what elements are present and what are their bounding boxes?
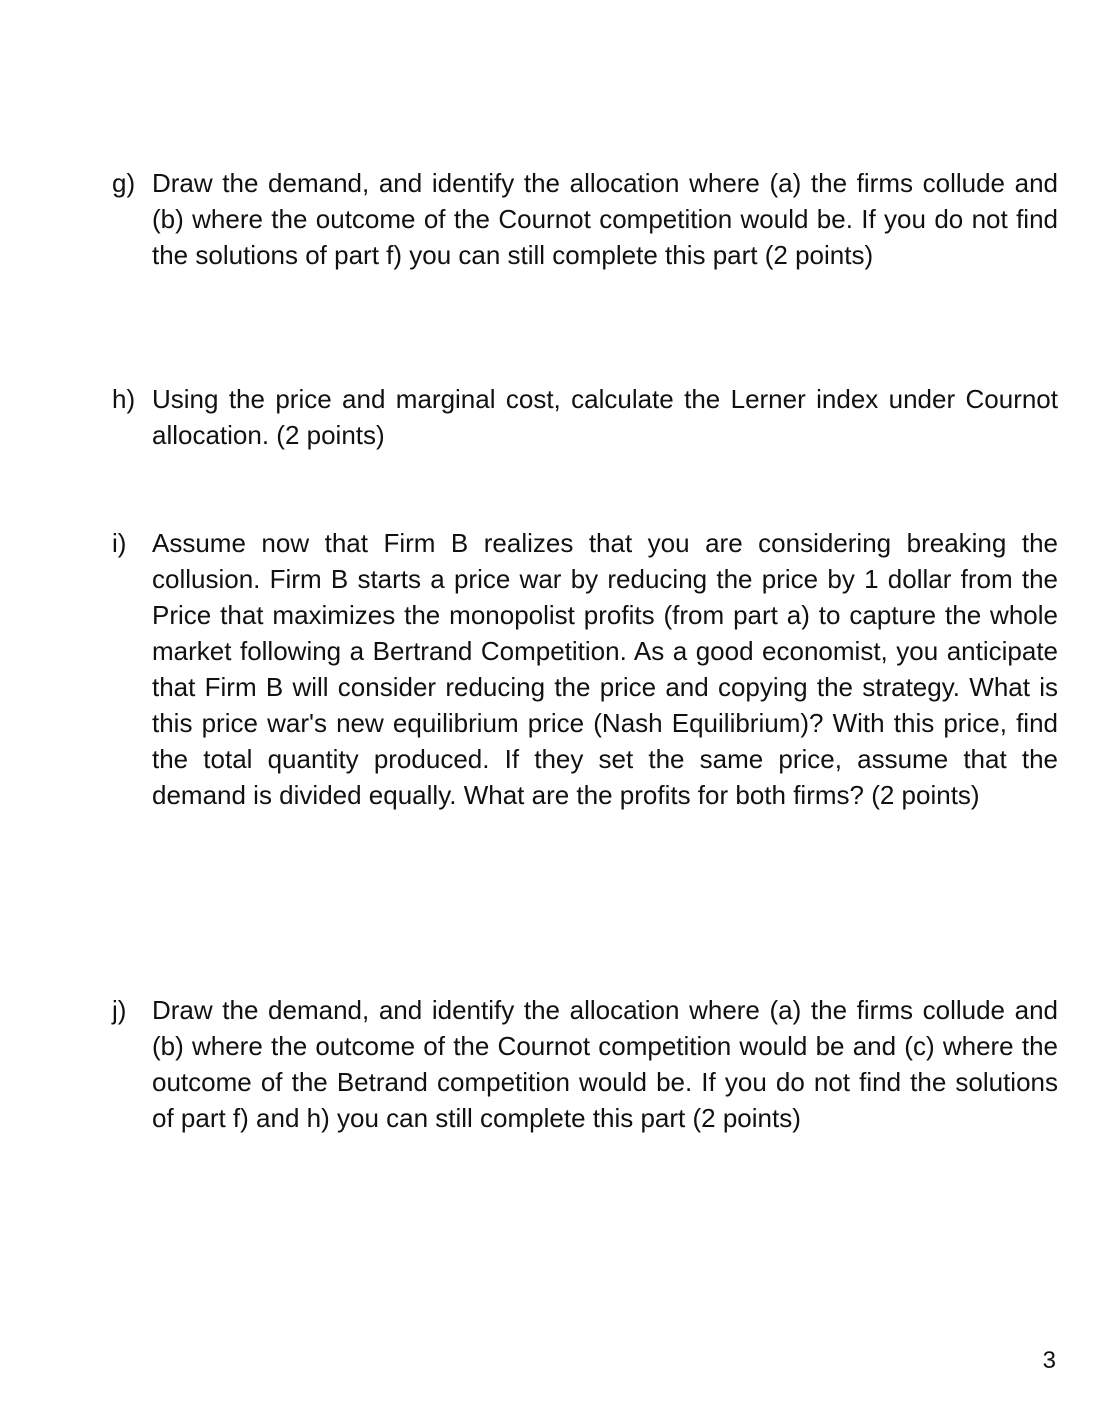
question-i bbox=[112, 525, 1058, 813]
question-text: Using the price and marginal cost, calculate the Lerner index under Cournot allocation. (2 points) bbox=[152, 384, 1058, 450]
question-text: Assume now that Firm B realizes that you are considering breaking the collusion. Firm B starts a price war by reducing the price by 1 dollar from the Price that maximizes the monopolist profits (from part a) to capture the whole market following a Bertrand Competition. As a good economist, you anticipate that Firm B will consider reducing the price and copying the strategy. What is this price war's new equilibrium price (Nash Equilibrium)? With this price, find the total quantity produced. If they set the same price, assume that the demand is divided equally. What are the profits for both firms? (2 points) bbox=[152, 528, 1058, 810]
question-letter: h) bbox=[112, 384, 136, 414]
question-g bbox=[112, 165, 1058, 273]
question-text: Draw the demand, and identify the allocation where (a) the firms collude and (b) where the outcome of the Cournot competition would be. If you do not find the solutions of part f) you can still complete this part (2 points) bbox=[152, 168, 1058, 270]
question-letter: i) bbox=[112, 528, 127, 558]
question-letter: j) bbox=[112, 995, 127, 1025]
page-number: 3 bbox=[1042, 1347, 1056, 1374]
question-h bbox=[112, 381, 1058, 453]
question-letter: g) bbox=[112, 168, 136, 198]
question-j bbox=[112, 992, 1058, 1136]
question-text: Draw the demand, and identify the allocation where (a) the firms collude and (b) where the outcome of the Cournot competition would be and (c) where the outcome of the Betrand competition would be. If you do not find the solutions of part f) and h) you can still complete this part (2 points) bbox=[152, 995, 1058, 1133]
